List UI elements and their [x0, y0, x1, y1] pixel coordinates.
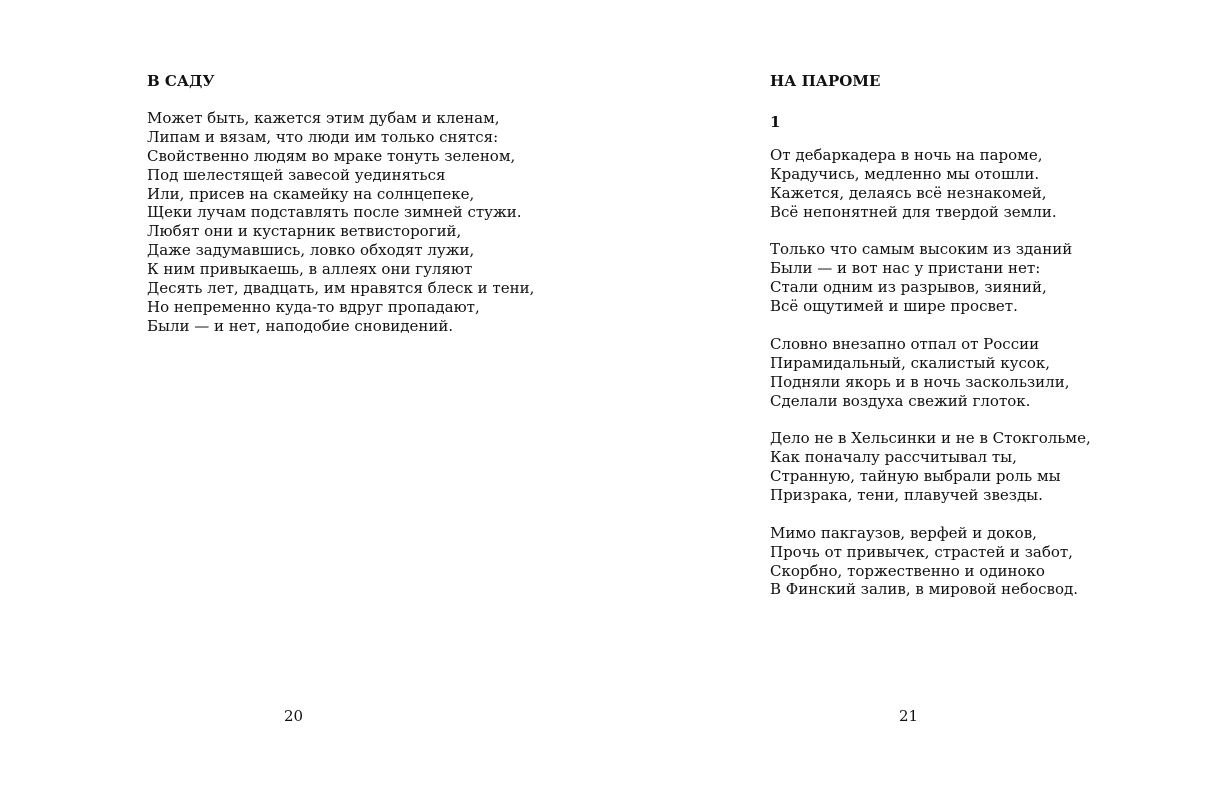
stanza — [770, 146, 1091, 222]
poem-line: Были — и вот нас у пристани нет: — [770, 259, 1041, 278]
poem-line: Но непременно куда-то вдруг пропадают, — [147, 297, 480, 316]
poem-line: Прочь от привычек, страстей и забот, — [770, 542, 1073, 561]
poem-line: К ним привыкаешь, в аллеях они гуляют — [147, 260, 473, 279]
poem-line: Мимо пакгаузов, верфей и доков, — [770, 523, 1037, 542]
stanza — [770, 524, 1091, 600]
poem-line: В Финский залив, в мировой небосвод. — [770, 580, 1078, 599]
stanza — [770, 240, 1091, 316]
poem-line: Может быть, кажется этим дубам и кленам, — [147, 109, 500, 127]
poem-line: Стали одним из разрывов, зияний, — [770, 278, 1047, 297]
poem-title-left: В САДУ — [147, 72, 215, 90]
poem-line: Подняли якорь и в ночь заскользили, — [770, 372, 1070, 391]
page-number-left: 20 — [284, 707, 304, 725]
poem-line: Липам и вязам, что люди им только снятся: — [147, 127, 499, 146]
poem-line: Дело не в Хельсинки и не в Стокгольме, — [770, 429, 1091, 448]
poem-line: От дебаркадера в ночь на пароме, — [770, 146, 1043, 164]
poem-body-right — [770, 146, 1091, 599]
poem-body-left — [147, 109, 534, 336]
poem-line: Даже задумавшись, ловко обходят лужи, — [147, 241, 475, 260]
poem-line: Крадучись, медленно мы отошли. — [770, 164, 1040, 183]
poem-line: Были — и нет, наподобие сновидений. — [147, 316, 454, 335]
stanza — [770, 429, 1091, 505]
poem-line: Сделали воздуха свежий глоток. — [770, 391, 1031, 410]
poem-line: Как поначалу рассчитывал ты, — [770, 448, 1017, 467]
right-page — [606, 0, 1212, 800]
poem-line: Всё непонятней для твердой земли. — [770, 202, 1057, 221]
stanza — [147, 109, 534, 336]
poem-line: Любят они и кустарник ветвисторогий, — [147, 222, 462, 241]
poem-line: Свойственно людям во мраке тонуть зеленом, — [147, 146, 516, 165]
section-number: 1 — [770, 113, 781, 131]
poem-title-right: НА ПАРОМЕ — [770, 72, 881, 90]
poem-line: Под шелестящей завесой уединяться — [147, 165, 446, 184]
poem-line: Или, присев на скамейку на солнцепеке, — [147, 184, 475, 203]
poem-line: Только что самым высоким из зданий — [770, 240, 1073, 259]
poem-line: Странную, тайную выбрали роль мы — [770, 467, 1061, 486]
page-number-right: 21 — [899, 707, 919, 725]
poem-line: Кажется, делаясь всё незнакомей, — [770, 183, 1047, 202]
poem-line: Десять лет, двадцать, им нравятся блеск и тени, — [147, 279, 535, 298]
poem-line: Пирамидальный, скалистый кусок, — [770, 353, 1051, 372]
poem-line: Скорбно, торжественно и одиноко — [770, 561, 1045, 580]
poem-line: Словно внезапно отпал от России — [770, 334, 1040, 353]
poem-line: Всё ощутимей и шире просвет. — [770, 297, 1018, 316]
stanza — [770, 335, 1091, 411]
poem-line: Призрака, тени, плавучей звезды. — [770, 486, 1043, 505]
poem-line: Щеки лучам подставлять после зимней стужи. — [147, 203, 522, 222]
